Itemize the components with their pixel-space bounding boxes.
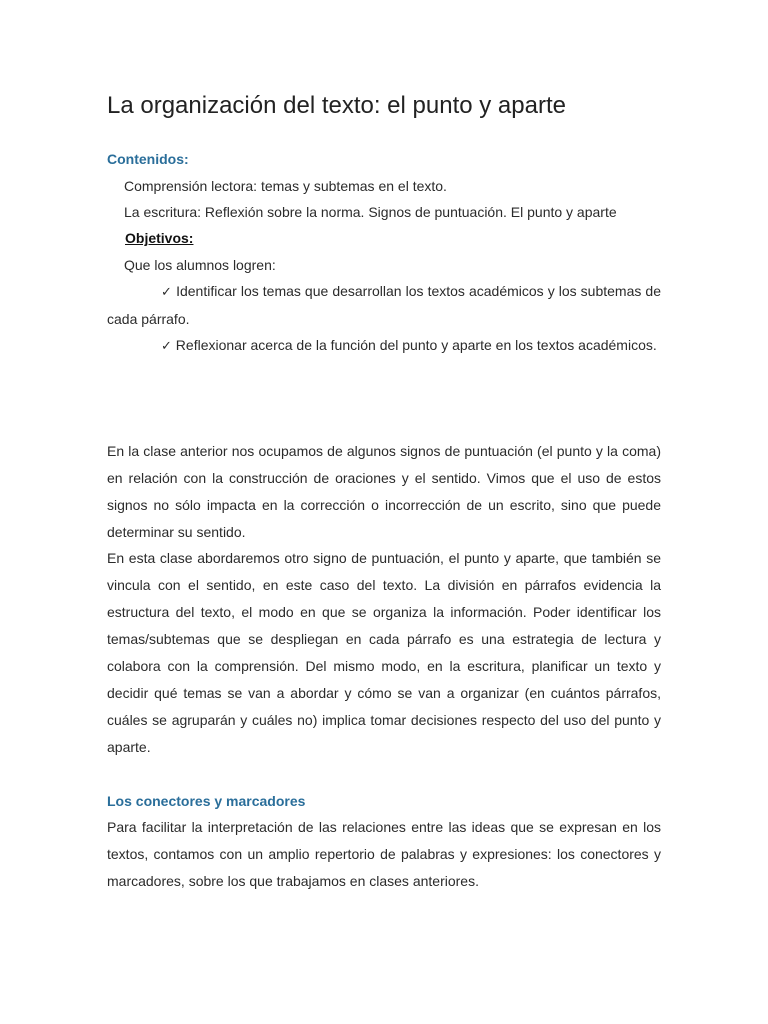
contenidos-item-1: Comprensión lectora: temas y subtemas en el texto. bbox=[124, 178, 447, 194]
section-heading: Los conectores y marcadores bbox=[107, 793, 306, 809]
checkmark-icon: ✓ bbox=[161, 339, 172, 354]
section-paragraph: Para facilitar la interpretación de las relaciones entre las ideas que se expresan en los textos, contamos con un amplio repertorio de palabras y expresiones: los conectores y marcadores, sobre los que trabajamos en clases anteriores. bbox=[107, 819, 661, 889]
objetivo-item-2-text: Reflexionar acerca de la función del punto y aparte en los textos académicos. bbox=[175, 337, 657, 353]
checkmark-icon: ✓ bbox=[161, 285, 173, 300]
body-paragraph-1: En la clase anterior nos ocupamos de algunos signos de puntuación (el punto y la coma) en relación con la construcción de oraciones y el sentido. Vimos que el uso de estos signos no sólo impacta en la corrección o incorrección de un escrito, sino que puede determinar su sentido. bbox=[107, 443, 661, 540]
document-title: La organización del texto: el punto y aparte bbox=[107, 92, 566, 119]
objetivo-item-2 bbox=[107, 332, 661, 360]
objetivo-item-1 bbox=[107, 278, 661, 333]
contenidos-heading: Contenidos: bbox=[107, 151, 189, 167]
objetivos-heading: Objetivos: bbox=[125, 230, 194, 246]
contenidos-item-2: La escritura: Reflexión sobre la norma. Signos de puntuación. El punto y aparte bbox=[124, 204, 617, 220]
body-paragraph-2: En esta clase abordaremos otro signo de puntuación, el punto y aparte, que también se vincula con el sentido, en este caso del texto. La división en párrafos evidencia la estructura del texto, el modo en que se organiza la información. Poder identificar los temas/subtemas que se despliegan en cada párrafo es una estrategia de lectura y colabora con la comprensión. Del mismo modo, en la escritura, planificar un texto y decidir qué temas se van a abordar y cómo se van a organizar (en cuántos párrafos, cuáles se agruparán y cuáles no) implica tomar decisiones respecto del uso del punto y aparte. bbox=[107, 550, 661, 755]
objetivos-intro: Que los alumnos logren: bbox=[124, 257, 276, 273]
objetivo-item-1-text: Identificar los temas que desarrollan los textos académicos y los subtemas de cada párrafo. bbox=[107, 283, 661, 327]
